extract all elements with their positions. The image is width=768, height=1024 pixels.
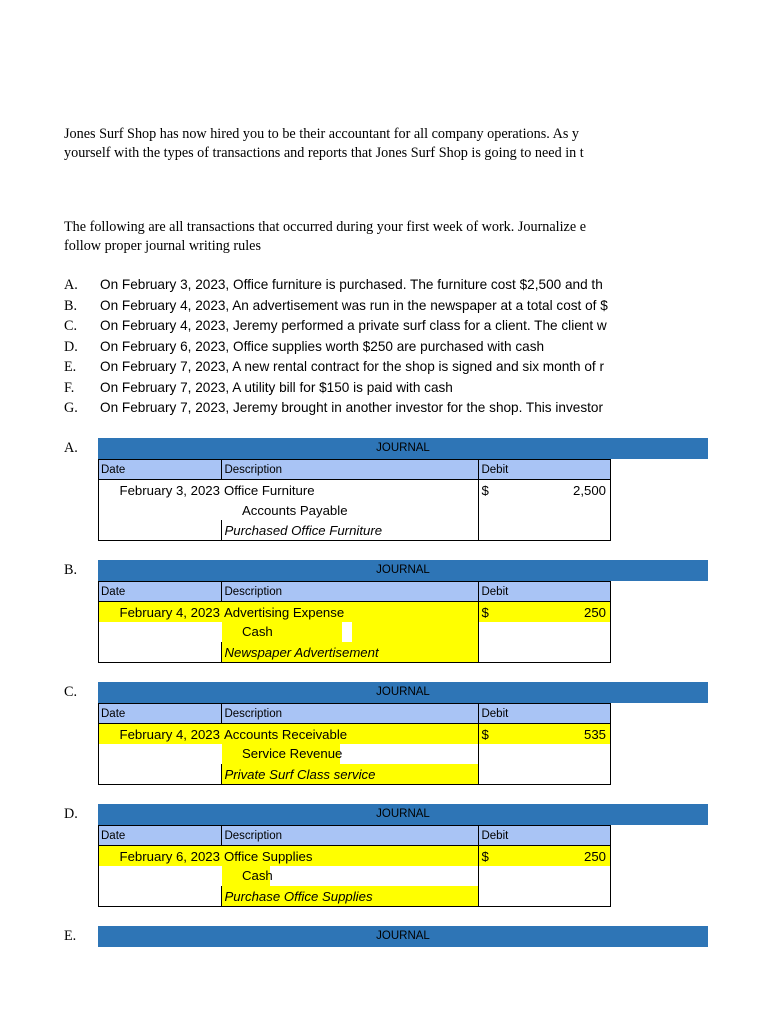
- journal-header: JOURNAL: [98, 926, 708, 947]
- date-column-header: Date: [99, 826, 222, 846]
- transaction-text: On February 3, 2023, Office furniture is purchased. The furniture cost $2,500 and th: [100, 277, 603, 292]
- debit-amount-cell[interactable]: [479, 480, 611, 501]
- journal-a: [98, 438, 708, 541]
- debit-amount-cell[interactable]: [479, 602, 611, 623]
- empty-debit-cell[interactable]: [479, 520, 611, 541]
- credit-account[interactable]: Accounts Payable: [241, 502, 348, 518]
- empty-date-cell[interactable]: [99, 764, 222, 785]
- column-header-row: [99, 826, 611, 846]
- journal-table: [98, 581, 611, 663]
- transaction-item: [64, 338, 612, 359]
- debit-amount: 535: [583, 726, 606, 742]
- intro-paragraph: [64, 125, 612, 163]
- journal-letter-e: E.: [64, 928, 77, 944]
- journal-header: JOURNAL: [98, 560, 708, 581]
- currency-symbol: $: [481, 482, 489, 498]
- journal-row: [99, 724, 611, 745]
- column-header-row: [99, 704, 611, 724]
- credit-account: Cash: [222, 866, 270, 886]
- transaction-text: On February 4, 2023, An advertisement was run in the newspaper at a total cost of $: [100, 297, 608, 313]
- journal-header: JOURNAL: [98, 682, 708, 703]
- journal-row: [99, 500, 611, 520]
- transaction-text: On February 7, 2023, A new rental contract for the shop is signed and six month of r: [100, 359, 605, 374]
- transaction-letter: C.: [64, 318, 78, 334]
- empty-date-cell[interactable]: [99, 744, 222, 764]
- instructions-line-1: The following are all transactions that occurred during your first week of work. Journalize e: [64, 219, 587, 235]
- transaction-letter: G.: [64, 400, 78, 416]
- journal-header: JOURNAL: [98, 438, 708, 459]
- debit-account[interactable]: Office Supplies: [222, 846, 479, 867]
- empty-debit-cell[interactable]: [479, 622, 611, 642]
- instructions-line-2: follow proper journal writing rules: [64, 238, 262, 254]
- journal-table: [98, 825, 611, 907]
- entry-date[interactable]: February 3, 2023: [99, 480, 222, 501]
- journal-header: JOURNAL: [98, 804, 708, 825]
- empty-date-cell[interactable]: [99, 520, 222, 541]
- column-header-row: [99, 460, 611, 480]
- journal-table: [98, 459, 611, 541]
- entry-date[interactable]: February 6, 2023: [99, 846, 222, 867]
- empty-debit-cell[interactable]: [479, 642, 611, 663]
- debit-amount-cell[interactable]: [479, 846, 611, 867]
- journal-row: [99, 520, 611, 541]
- journal-row: [99, 744, 611, 764]
- entry-memo[interactable]: Purchase Office Supplies: [222, 886, 479, 907]
- currency-symbol: $: [481, 604, 489, 620]
- date-column-header: Date: [99, 704, 222, 724]
- debit-account[interactable]: Advertising Expense: [222, 602, 479, 623]
- transaction-item: [64, 379, 612, 400]
- transaction-item: [64, 399, 612, 420]
- transaction-text: On February 4, 2023, Jeremy performed a private surf class for a client. The client w: [100, 318, 607, 333]
- journal-letter-b: B.: [64, 562, 78, 578]
- entry-memo[interactable]: Newspaper Advertisement: [222, 642, 479, 663]
- credit-account-cell[interactable]: [222, 744, 479, 764]
- journal-b: [98, 560, 708, 663]
- journal-row: [99, 622, 611, 642]
- journal-letter-c: C.: [64, 684, 78, 700]
- entry-date[interactable]: February 4, 2023: [99, 724, 222, 745]
- journal-row: [99, 602, 611, 623]
- credit-account: Cash: [222, 622, 342, 642]
- intro-line-2: yourself with the types of transactions and reports that Jones Surf Shop is going to need in t: [64, 145, 584, 161]
- description-column-header: Description: [222, 460, 479, 480]
- debit-amount: 2,500: [572, 482, 606, 498]
- description-column-header: Description: [222, 826, 479, 846]
- empty-debit-cell[interactable]: [479, 764, 611, 785]
- empty-date-cell[interactable]: [99, 500, 222, 520]
- journal-letter-d: D.: [64, 806, 78, 822]
- debit-column-header: Debit: [479, 826, 611, 846]
- credit-account-cell[interactable]: [222, 622, 479, 642]
- transaction-letter: A.: [64, 277, 78, 293]
- journal-table: [98, 703, 611, 785]
- journal-c: [98, 682, 708, 785]
- description-column-header: Description: [222, 582, 479, 602]
- currency-symbol: $: [481, 848, 489, 864]
- debit-column-header: Debit: [479, 704, 611, 724]
- transaction-item: [64, 358, 612, 379]
- journal-letter-a: A.: [64, 440, 78, 456]
- journal-row: [99, 480, 611, 501]
- empty-date-cell[interactable]: [99, 866, 222, 886]
- entry-memo[interactable]: Private Surf Class service: [222, 764, 479, 785]
- transaction-text: On February 7, 2023, A utility bill for $150 is paid with cash: [100, 379, 453, 395]
- debit-account[interactable]: Office Furniture: [223, 482, 315, 498]
- transaction-letter: E.: [64, 359, 77, 375]
- debit-amount: 250: [583, 604, 606, 620]
- entry-date[interactable]: February 4, 2023: [99, 602, 222, 623]
- credit-account: Service Revenue: [222, 744, 340, 764]
- date-column-header: Date: [99, 460, 222, 480]
- journal-row: [99, 866, 611, 886]
- debit-account[interactable]: Accounts Receivable: [222, 724, 479, 745]
- transaction-letter: D.: [64, 338, 78, 355]
- empty-debit-cell[interactable]: [479, 866, 611, 886]
- empty-date-cell[interactable]: [99, 886, 222, 907]
- debit-column-header: Debit: [479, 460, 611, 480]
- transaction-text: On February 7, 2023, Jeremy brought in another investor for the shop. This investor: [100, 400, 603, 415]
- entry-memo[interactable]: Purchased Office Furniture: [222, 520, 479, 541]
- empty-debit-cell[interactable]: [479, 500, 611, 520]
- debit-amount-cell[interactable]: [479, 724, 611, 745]
- journal-row: [99, 886, 611, 907]
- transaction-item: [64, 276, 612, 297]
- empty-date-cell[interactable]: [99, 622, 222, 642]
- journal-row: [99, 846, 611, 867]
- instructions-paragraph: [64, 218, 612, 256]
- transaction-text: On February 6, 2023, Office supplies worth $250 are purchased with cash: [100, 338, 545, 354]
- transaction-list: [64, 276, 612, 420]
- journal-e: [98, 926, 708, 947]
- transaction-item: [64, 317, 612, 338]
- debit-amount: 250: [583, 848, 606, 864]
- date-column-header: Date: [99, 582, 222, 602]
- empty-debit-cell[interactable]: [479, 744, 611, 764]
- currency-symbol: $: [481, 726, 489, 742]
- journal-row: [99, 642, 611, 663]
- debit-column-header: Debit: [479, 582, 611, 602]
- empty-date-cell[interactable]: [99, 642, 222, 663]
- journal-d: [98, 804, 708, 907]
- journal-row: [99, 764, 611, 785]
- transaction-letter: F.: [64, 379, 75, 396]
- transaction-item: [64, 297, 612, 318]
- description-column-header: Description: [222, 704, 479, 724]
- empty-debit-cell[interactable]: [479, 886, 611, 907]
- transaction-letter: B.: [64, 297, 78, 314]
- column-header-row: [99, 582, 611, 602]
- intro-line-1: Jones Surf Shop has now hired you to be their accountant for all company operations. As y: [64, 126, 579, 142]
- credit-account-cell[interactable]: [222, 866, 479, 886]
